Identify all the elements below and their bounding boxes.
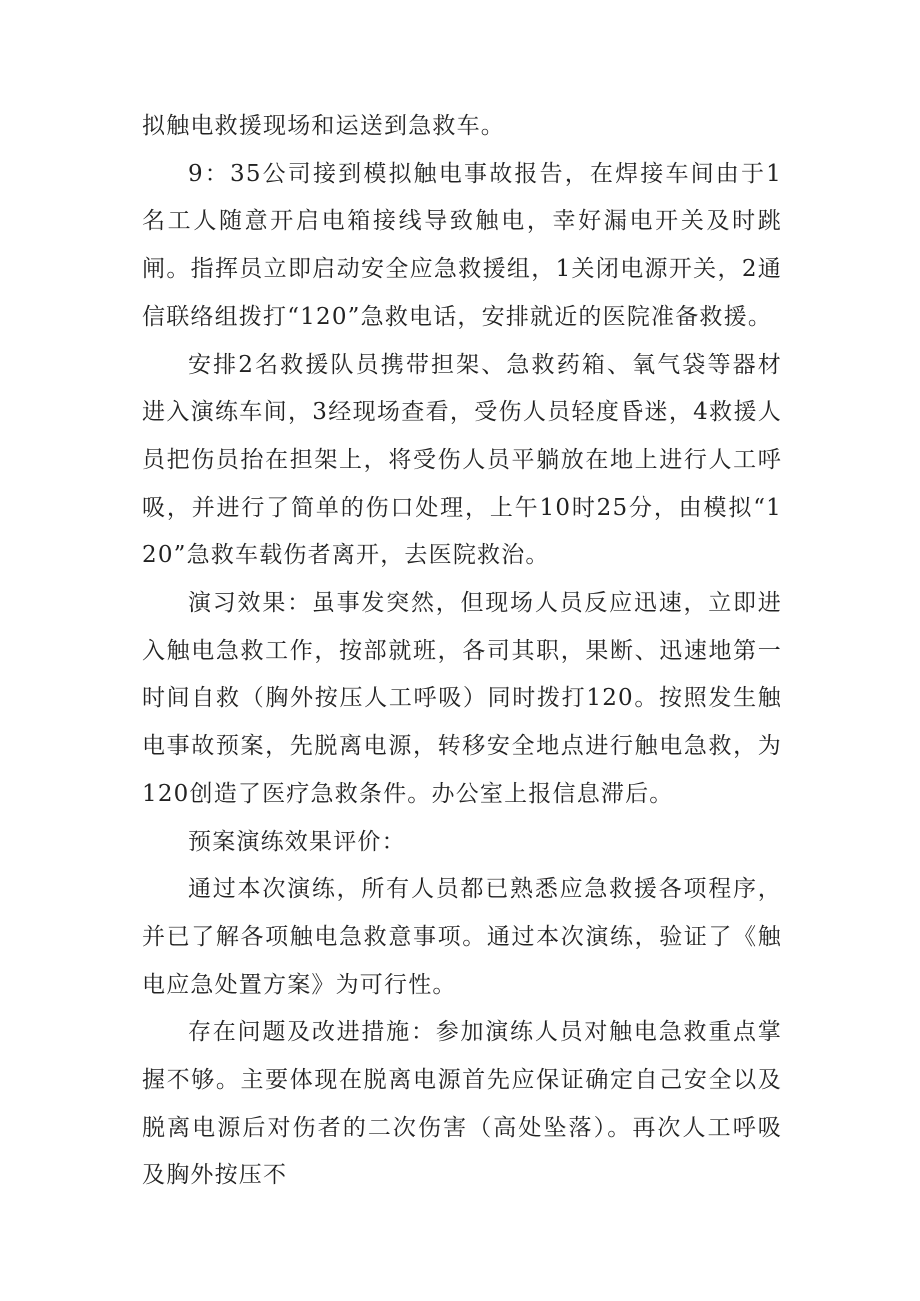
paragraph-accident-report: 9：35公司接到模拟触电事故报告，在焊接车间由于1名工人随意开启电箱接线导致触电，幸好漏电开关及时跳闸。指挥员立即启动安全应急救援组，1关闭电源开关，2通信联络组拨打“120”急救电话，安排就近的医院准备救援。	[142, 160, 782, 330]
paragraph-evaluation-heading: 预案演练效果评价：	[188, 828, 406, 855]
paragraph-rescue-process: 安排2名救援队员携带担架、急救药箱、氧气袋等器材进入演练车间，3经现场查看，受伤人员轻度昏迷，4救援人员把伤员抬在担架上，将受伤人员平躺放在地上进行人工呼吸，并进行了简单的伤口处理，上午10时25分，由模拟“120”急救车载伤者离开，去医院救治。	[142, 351, 782, 569]
document-body	[142, 103, 782, 1200]
paragraph-drill-effect: 演习效果：虽事发突然，但现场人员反应迅速，立即进入触电急救工作，按部就班，各司其职，果断、迅速地第一时间自救（胸外按压人工呼吸）同时拨打120。按照发生触电事故预案，先脱离电源，转移安全地点进行触电急救，为120创造了医疗急救条件。办公室上报信息滞后。	[142, 590, 782, 807]
paragraph-continuation: 拟触电救援现场和运送到急救车。	[142, 113, 505, 139]
paragraph-evaluation: 通过本次演练，所有人员都已熟悉应急救援各项程序，并已了解各项触电急救意事项。通过本次演练，验证了《触电应急处置方案》为可行性。	[142, 876, 782, 998]
paragraph-issues-and-improvements: 存在问题及改进措施：参加演练人员对触电急救重点掌握不够。主要体现在脱离电源首先应保证确定自己安全以及脱离电源后对伤者的二次伤害（高处坠落）。再次人工呼吸及胸外按压不	[142, 1019, 782, 1189]
